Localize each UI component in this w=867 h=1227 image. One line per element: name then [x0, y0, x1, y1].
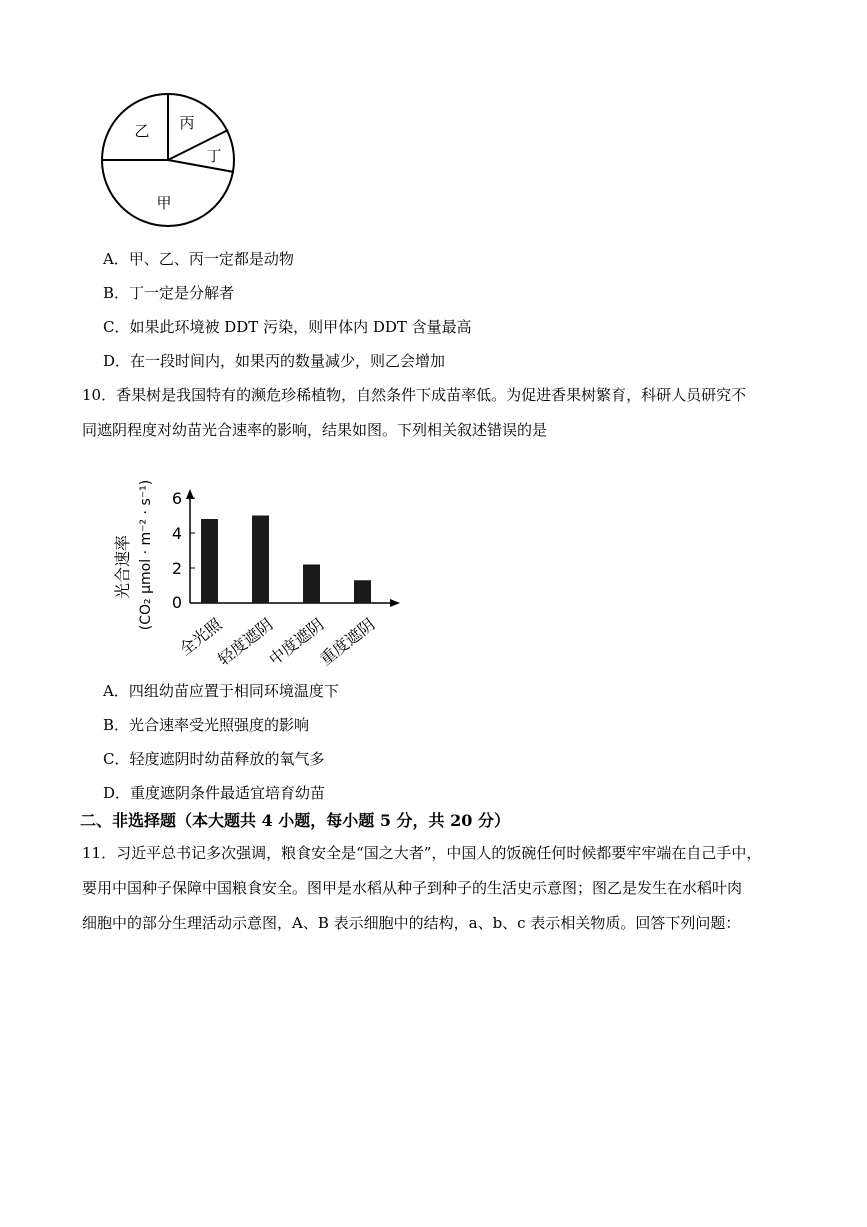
q10-option-c: C．轻度遮阴时幼苗释放的氧气多	[103, 750, 325, 768]
chart-x-axis-arrow	[390, 599, 400, 607]
chart-bar-3	[303, 565, 320, 604]
q11-stem-line2: 要用中国种子保障中国粮食安全。图甲是水稻从种子到种子的生活史示意图；图乙是发生在水稻叶肉	[82, 879, 743, 897]
photosynthesis-bar-chart	[100, 455, 410, 670]
chart-xlabel-4: 重度遮阴	[316, 614, 379, 670]
q11-stem-line3: 细胞中的部分生理活动示意图，A、B 表示细胞中的结构，a、b、c 表示相关物质。回答下列问题：	[82, 914, 741, 932]
chart-xlabel-1: 全光照	[175, 614, 226, 660]
chart-ylabel-line1: 光合速率	[113, 534, 132, 600]
chart-bar-1	[201, 519, 218, 603]
q10-stem-line1: 10．香果树是我国特有的濒危珍稀植物，自然条件下成苗率低。为促进香果树繁育，科研人员研究不	[82, 386, 747, 404]
chart-ytick-0: 0	[171, 593, 183, 612]
pie-label-bing: 丙	[179, 114, 195, 132]
chart-ytick-4: 4	[171, 524, 183, 543]
q10-option-a: A．四组幼苗应置于相同环境温度下	[103, 682, 339, 700]
chart-ylabel-line2: (CO₂ μmol · m⁻² · s⁻¹)	[138, 479, 154, 631]
chart-bar-2	[252, 516, 269, 604]
q9-option-c: C．如果此环境被 DDT 污染，则甲体内 DDT 含量最高	[103, 318, 472, 336]
chart-ytick-2: 2	[171, 559, 183, 578]
q10-stem-line2: 同遮阴程度对幼苗光合速率的影响，结果如图。下列相关叙述错误的是	[82, 421, 548, 439]
q9-option-b: B．丁一定是分解者	[103, 284, 235, 302]
population-pie-chart	[96, 88, 246, 238]
q11-stem-line1: 11．习近平总书记多次强调，粮食安全是“国之大者”，中国人的饭碗任何时候都要牢牢端在自己手中，	[82, 844, 762, 862]
chart-xlabel-2: 轻度遮阴	[214, 614, 277, 670]
q9-option-a: A．甲、乙、丙一定都是动物	[103, 250, 294, 268]
chart-xlabel-3: 中度遮阴	[265, 614, 328, 670]
pie-label-yi: 乙	[134, 122, 150, 140]
chart-ytick-6: 6	[171, 489, 183, 508]
q10-option-d: D．重度遮阴条件最适宜培育幼苗	[103, 784, 326, 802]
pie-label-ding: 丁	[206, 147, 222, 165]
chart-bar-4	[354, 580, 371, 603]
section-heading: 二、非选择题（本大题共 4 小题，每小题 5 分，共 20 分）	[80, 811, 510, 830]
q9-option-d: D．在一段时间内，如果丙的数量减少，则乙会增加	[103, 352, 446, 370]
q10-option-b: B．光合速率受光照强度的影响	[103, 716, 310, 734]
pie-label-jia: 甲	[156, 194, 172, 212]
